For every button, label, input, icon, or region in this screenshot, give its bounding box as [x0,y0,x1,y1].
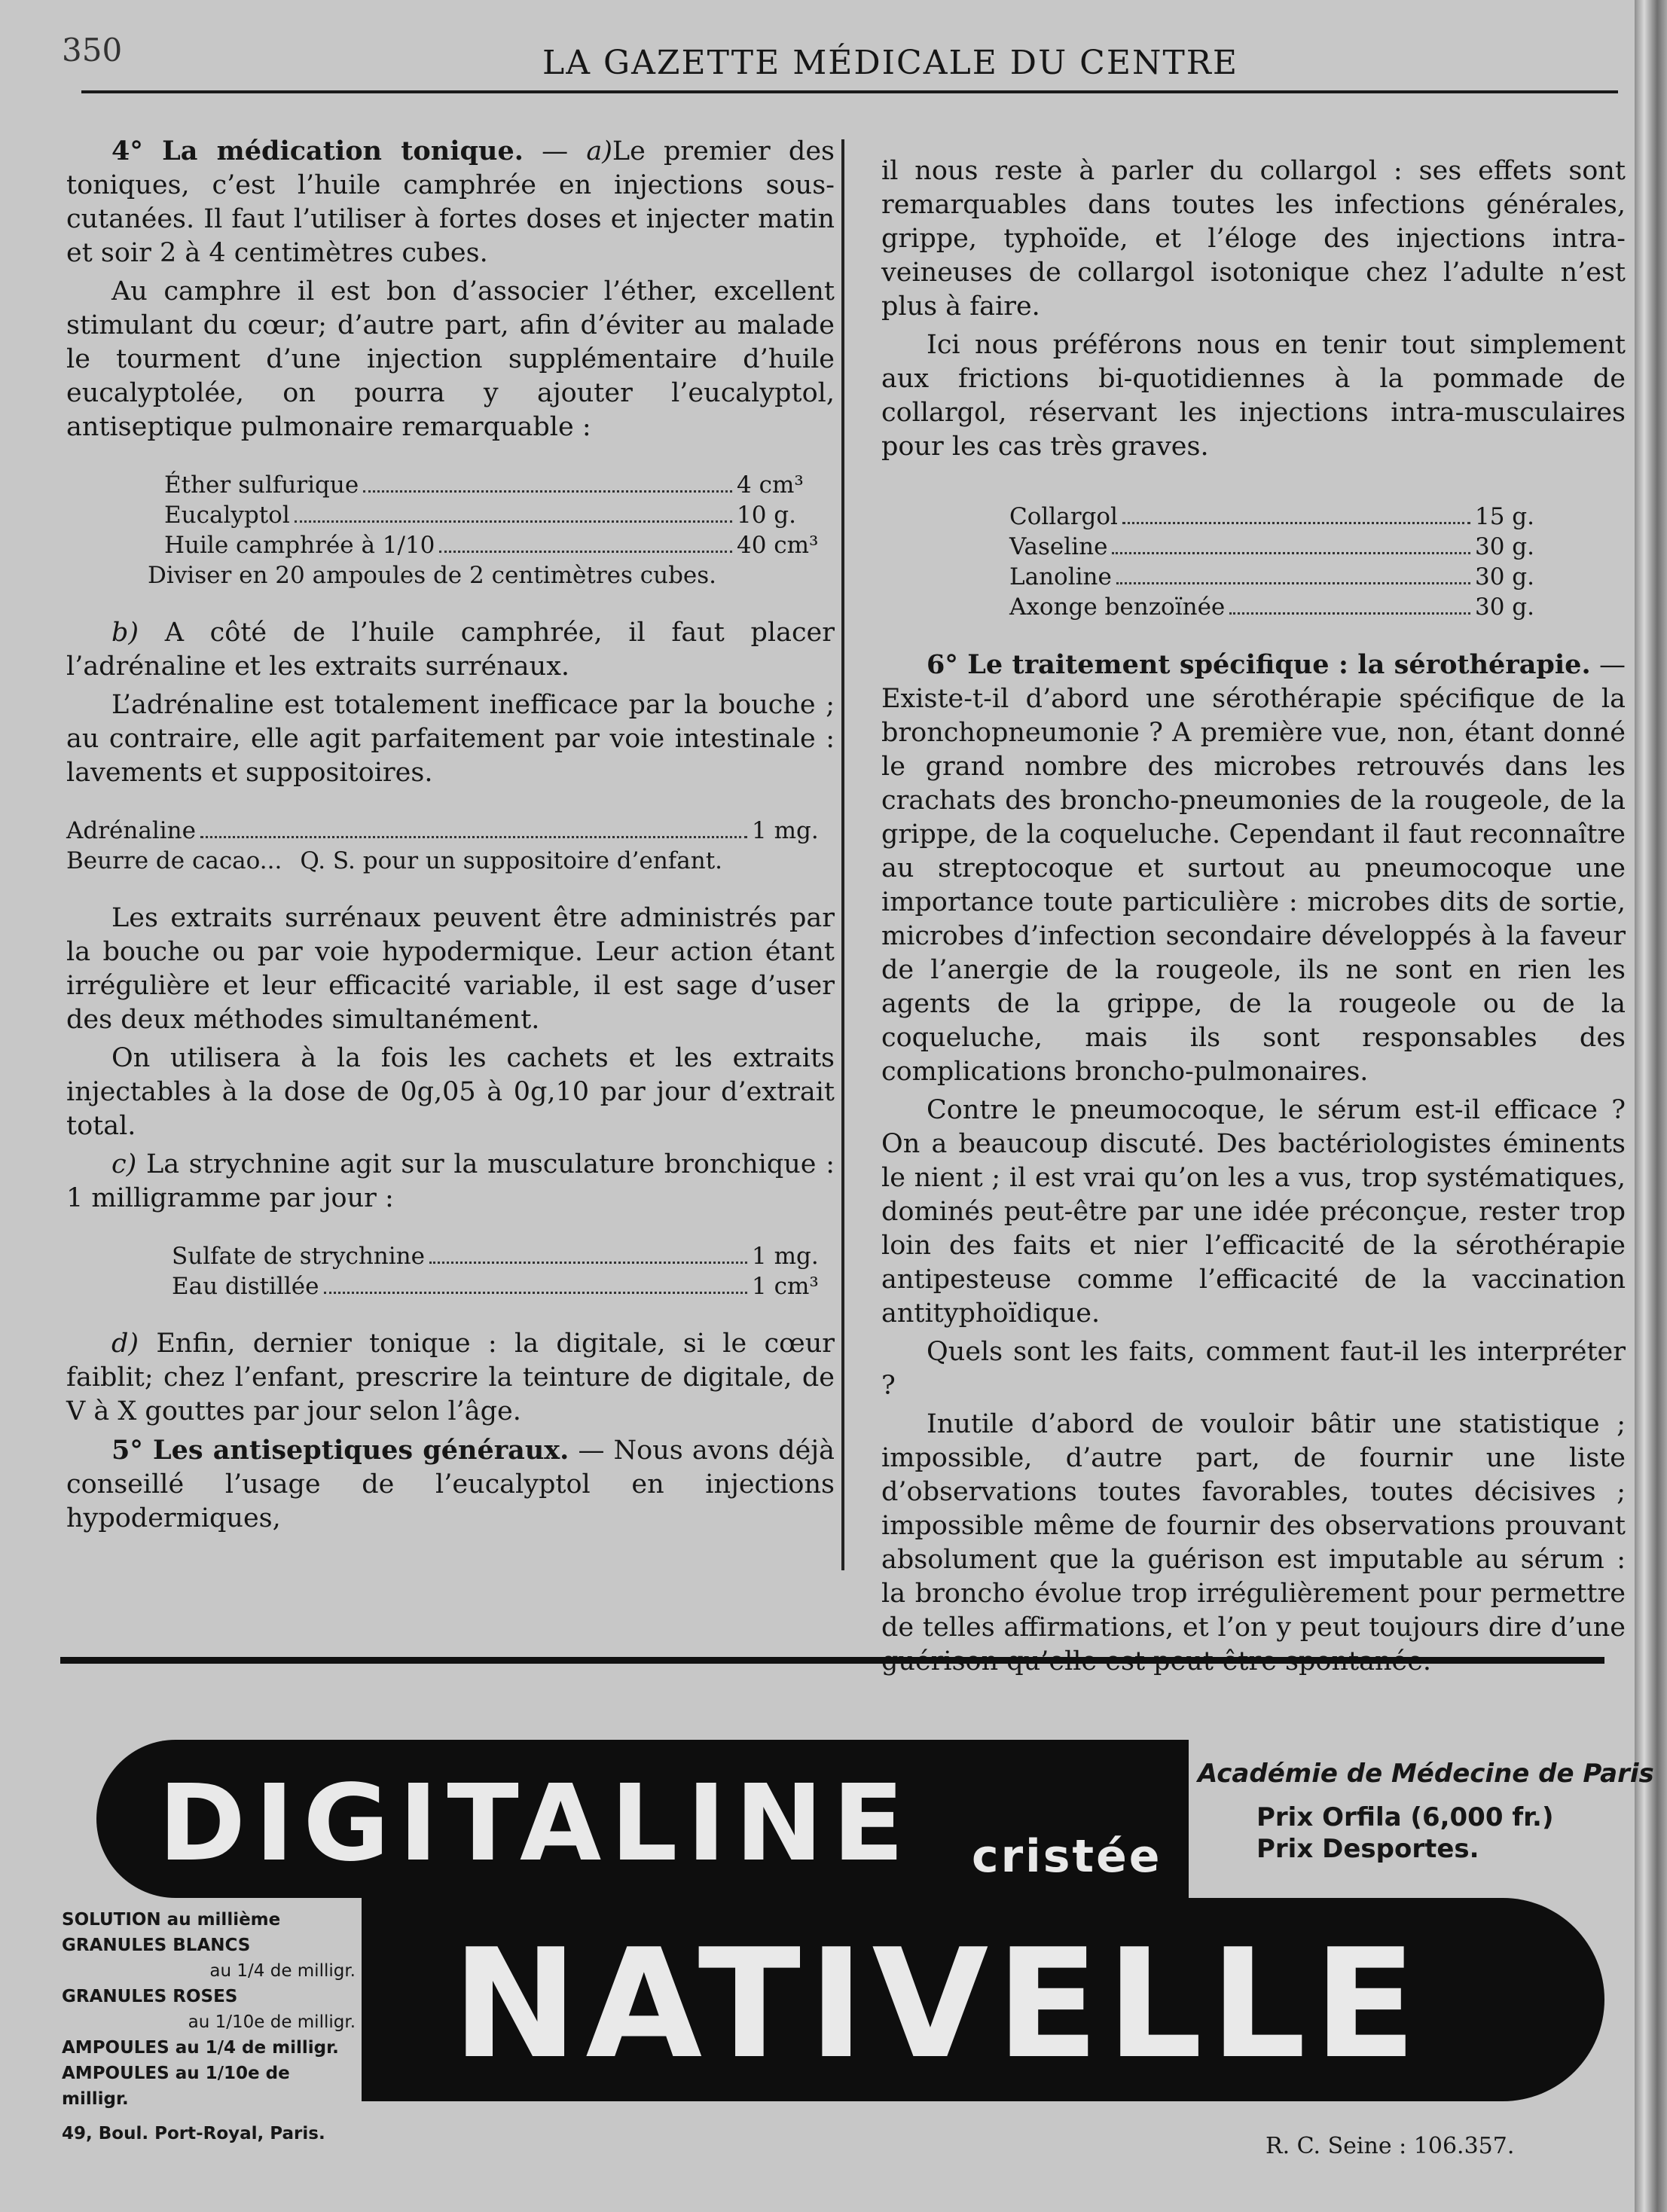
paragraph-adrenaline: b) A côté de l’huile camphrée, il faut placer l’adrénaline et les extraits surrénaux. [66,618,835,682]
prescription-row: Éther sulfurique 4 cm³ [164,471,804,499]
paragraph-adrenaline-route: L’adrénaline est totalement inefficace par la bouche ; au contraire, elle agit parfaitement par voie intestinale : lavements et suppositoires. [66,690,835,788]
prescription-strychnine [66,1241,835,1301]
advert-brand-digitaline: DIGITALINE [158,1762,914,1885]
prescription-row: Adrénaline 1 mg. [66,817,819,844]
advert-form: SOLUTION au millième [62,1910,281,1930]
journal-title: LA GAZETTE MÉDICALE DU CENTRE [542,44,1239,82]
paragraph-tonic: 4° La médication tonique. — a)Le premier des toniques, c’est l’huile camphrée en injections sous-cutanées. Il faut l’utiliser à fortes doses et injecter matin et soir 2 à 4 centimètres cubes. [66,136,835,268]
paragraph-question: Quels sont les faits, comment faut-il les interpréter ? [881,1337,1626,1401]
section-heading-antiseptics: 5° Les antiseptiques généraux. [111,1435,569,1466]
advert-form: GRANULES BLANCS [62,1936,251,1955]
section-heading-tonic: 4° La médication tonique. [111,136,524,166]
paragraph-strychnine: c) La strychnine agit sur la musculature bronchique : 1 milligramme par jour : [66,1149,835,1213]
prescription-note: Diviser en 20 ampoules de 2 centimètres cubes. [148,562,717,589]
advert-form: GRANULES ROSES [62,1987,238,2006]
advert-form: AMPOULES au 1/4 de milligr. [62,2038,339,2058]
prescription-row: Lanoline 30 g. [1009,563,1534,590]
paragraph-pneumocoque: Contre le pneumocoque, le sérum est-il efficace ? On a beaucoup discuté. Des bactériologistes éminents le nient ; il est vrai qu’on les a vus, trop systématiques, dominés peut-être par une idée préconçue, rester trop loin des faits et nier l’efficacité de la sérothérapie antipesteuse comme l’efficacité de la vaccination antityphoïdique. [881,1095,1626,1329]
paragraph-digitale: d) Enfin, dernier tonique : la digitale, si le cœur faiblit; chez l’enfant, prescrire la teinture de digitale, de V à X gouttes par jour selon l’âge. [66,1329,835,1426]
prescription-row: Eucalyptol 10 g. [164,502,796,529]
prescription-row: Collargol 15 g. [1009,503,1534,530]
paragraph-antiseptics: 5° Les antiseptiques généraux. — Nous avons déjà conseillé l’usage de l’eucalyptol en injections hypodermiques, [66,1435,835,1533]
prescription-row: Huile camphrée à 1/10 40 cm³ [164,532,819,559]
paragraph-surrenal: Les extraits surrénaux peuvent être administrés par la bouche ou par voie hypodermique. Leur action étant irrégulière et leur efficacité variable, il est sage d’user des deux méthodes simultanément. [66,903,835,1035]
advert-rule [60,1657,1604,1664]
advert-brand-nativelle: NATIVELLE [452,1917,1424,2092]
prescription-row: Sulfate de strychnine 1 mg. [172,1243,819,1270]
advert-brand-crist: cristée [972,1830,1162,1883]
right-column [881,154,1626,1683]
paragraph-statistics: Inutile d’abord de vouloir bâtir une statistique ; impossible, d’autre part, de fournir une liste d’observations toutes favorables, toutes décisives ; impossible même de fournir des observations prouvant absolument que la guérison est imputable au sérum : la broncho évolue trop irrégulièrement pour permettre de telles affirmations, et l’on y peut toujours dire d’une [881,1409,1626,1643]
paragraph-collargol: il nous reste à parler du collargol : ses effets sont remarquables dans toutes les infections générales, grippe, typhoïde, et l’éloge des injections intra-veineuses de collargol isotonique chez l’adulte n’est plus à faire. [881,156,1626,322]
page-edge [1635,0,1667,2212]
prescription-row: Vaseline 30 g. [1009,533,1534,560]
paragraph-frictions: Ici nous préférons nous en tenir tout simplement aux frictions bi-quotidiennes à la pommade de collargol, réservant les injections intra-musculaires pour les cas très graves. [881,330,1626,462]
prescription-collargol [881,502,1626,622]
paragraph-camphor: Au camphre il est bon d’associer l’éther, excellent stimulant du cœur; d’autre part, afin d’éviter au malade le tourment d’une injection supplémentaire d’huile eucalyptolée, on pourra y ajouter l’eucalyptol, antiseptique pulmonaire remarquable : [66,276,835,442]
prescription-row: Eau distillée 1 cm³ [172,1273,819,1300]
paragraph-serotherapy: 6° Le traitement spécifique : la sérothérapie. — Existe-t-il d’abord une sérothérapie spécifique de la bronchopneumonie ? A première vue, non, étant donné le grand nombre des microbes retrouvés dans les crachats des broncho-pneumonies de la rougeole, de la grippe, de la coqueluche. Cependant il faut reconnaître au streptocoque et surtout au pneumocoque une importance toute particulière : microbes dits de sortie, microbes d’infection secondaire développés à la faveur de l’anergie de la rougeole, ils ne sont en rien les agents de la grippe, de la rougeole ou de la coqueluche, mais ils sont responsables des complications broncho-pulmonaires. [881,649,1626,1087]
column-divider [841,139,844,1570]
section-heading-serotherapy: 6° Le traitement spécifique : la sérothérapie. [927,649,1591,680]
advert-registry: R. C. Seine : 106.357. [1266,2133,1515,2159]
prescription-suppository [66,816,835,876]
advert-prizes: Prix Orfila (6,000 fr.) Prix Desportes. [1256,1802,1554,1864]
paragraph-dose: On utilisera à la fois les cachets et les extraits injectables à la dose de 0g,05 à 0g,10 par jour d’extrait total. [66,1043,835,1141]
header-rule [81,90,1618,93]
advert-forms: SOLUTION au millième GRANULES BLANCS au 1/4 de milligr. GRANULES ROSES au 1/10e de milligr. AMPOULES au 1/4 de milligr. AMPOULES au 1/10e de milligr. 49, Boul. Port-Royal, Paris. [62,1907,356,2146]
advert-address: 49, Boul. Port-Royal, Paris. [62,2124,325,2143]
prescription-row: Axonge benzoïnée 30 g. [1009,593,1534,621]
advert-form: AMPOULES au 1/10e de milligr. [62,2064,290,2109]
prescription-row: Beurre de cacao... Q. S. pour un suppositoire d’enfant. [66,847,723,874]
advert-academy: Académie de Médecine de Paris [1198,1759,1654,1789]
prescription-ether [66,470,835,590]
page-number: 350 [62,32,123,69]
left-column [66,134,835,1540]
